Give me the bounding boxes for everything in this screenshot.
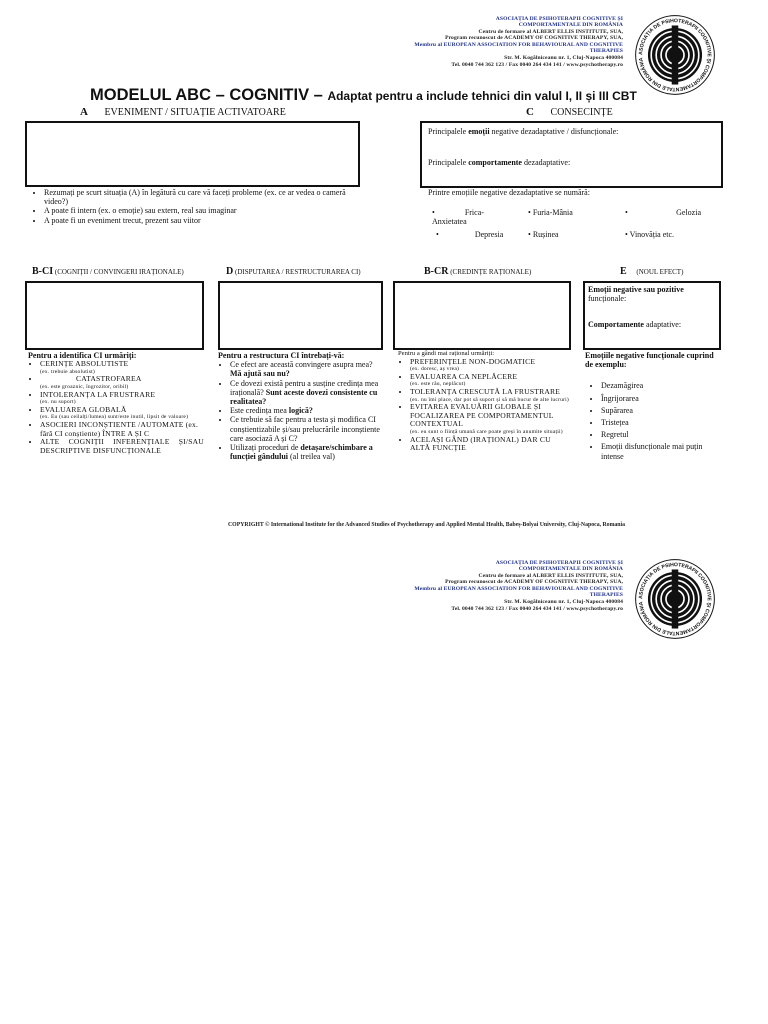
c-line1-pre: Principalele [428,127,469,136]
bci-list-heading: Pentru a identifica CI urmăriți: [28,351,137,360]
header-address: Str. M. Kogălniceanu nr. 1, Cluj-Napoca 400084 [504,599,623,606]
header-line: Centru de formare al ALBERT ELLIS INSTITUTE, SUA, [478,572,623,579]
list-item: • Regretul [601,430,721,439]
bcr-item-note: (ex. doresc, aș vrea) [410,366,460,373]
c-line2-pre: Principalele [428,158,469,168]
list-item: • Emoții disfuncționale mai puțin intense [601,442,721,460]
d-list-heading: Pentru a restructura CI întrebați-vă: [218,351,345,360]
emotion-label: Gelozia [676,208,701,217]
section-d-label: (DISPUTAREA / RESTRUCTURAREA CI) [234,268,361,276]
e-list-heading: Emoțiile negative funcționale cuprind de exemplu: [585,351,714,370]
c-line2-post: dezadaptative: [521,158,571,168]
c-line1-post: negative dezadaptative / disfuncționale: [489,127,619,136]
section-c-letter: C [526,106,534,118]
list-item [410,436,570,453]
header-line: ASOCIAȚIA DE PSIHOTERAPII COGNITIVE ȘI [495,16,623,22]
association-header [414,16,623,68]
section-d-heading [226,266,361,277]
e-emotions-line [588,285,716,303]
section-bci-list [28,351,204,455]
list-item [230,360,386,378]
d-item-bold: Sunt aceste dovezi consistente cu realitatea? [230,387,378,407]
list-item [230,379,386,407]
section-bci-box[interactable] [25,281,204,350]
svg-text:ASOCIAȚIA DE PSIHOTERAPII COGN: ASOCIAȚIA DE PSIHOTERAPII COGNITIVE ȘI COMPORTAMENTALE DIN ROMÂNIA [638,562,712,636]
section-bcr-letter: B-CR [424,266,449,277]
bci-item-note: (ex. este groaznic, îngrozitor, oribil) [40,383,129,390]
header-line: Membru al EUROPEAN ASSOCIATION FOR BEHAVIOURAL AND COGNITIVE [414,41,623,48]
list-item: • Rezumați pe scurt situația (A) în legătură cu care vă faceți probleme (ex. ce ar vedea o cameră video?) [44,188,362,206]
list-item [230,443,386,461]
header-contact: Tel. 0040 744 362 123 / Fax 0040 264 434 141 / www.psychotherapy.ro [451,61,623,68]
section-c-label: CONSECINȚE [550,107,613,118]
header-line: THERAPIES [589,592,623,599]
bci-item-text: EVALUAREA GLOBALĂ [40,404,127,414]
d-item-pre: Utilizați proceduri de [230,443,301,453]
list-item [410,373,570,388]
list-item [230,415,386,443]
list-item: • Dezamăgirea [601,381,721,390]
e-line1-post: funcționale: [588,294,627,304]
d-item-pre: Ce trebuie să fac pentru a testa și modifica CI conștientizabile și/sau prelucrările inconștiente care asociază A și C? [230,415,380,443]
header-line: THERAPIES [589,48,623,55]
section-a-letter: A [80,106,88,118]
section-bci-letter: B-CI [32,266,54,277]
c-emotions-intro: Printre emoțiile negative dezadaptative se numără: [428,188,590,197]
section-e-label: (NOUL EFECT) [636,268,684,276]
list-item [40,421,204,438]
list-item: • A poate fi intern (ex. o emoție) sau extern, real sau imaginar [44,206,362,215]
e-line2-bold: Comportamente [588,320,644,330]
list-item: • A poate fi un eveniment trecut, prezent sau viitor [44,216,362,225]
e-behaviours-line [588,320,716,329]
header-line: Membru al EUROPEAN ASSOCIATION FOR BEHAVIOURAL AND COGNITIVE [414,585,623,592]
header-line: Program recunoscut de ACADEMY OF COGNITIVE THERAPY, SUA, [445,35,623,42]
list-item [40,375,204,390]
list-item [40,438,204,455]
list-item: • Tristețea [601,418,721,427]
c-behaviours-line [428,158,715,167]
bci-item-note: (ex. nu suport) [40,399,76,406]
section-e-list [585,351,721,461]
header-contact: Tel. 0040 744 362 123 / Fax 0040 264 434 141 / www.psychotherapy.ro [451,605,623,612]
bcr-item-text: ACELAȘI GÂND (IRAȚIONAL) DAR CU ALTĂ FUNCȚIE [410,434,551,453]
header-line: Program recunoscut de ACADEMY OF COGNITIVE THERAPY, SUA, [445,579,623,586]
d-item-bold: Mă ajută sau nu? [230,369,290,379]
c-emotion-item: • Furia-Mânia [528,208,573,217]
emotion-label: Vinovăția etc. [629,230,675,239]
e-line1-bold: Emoții negative sau pozitive [588,285,684,294]
emotion-label: Furia-Mânia [532,208,573,217]
list-item [410,388,570,403]
d-item-bold: logică? [288,406,313,416]
svg-text:ASOCIAȚIA DE PSIHOTERAPII COGN: ASOCIAȚIA DE PSIHOTERAPII COGNITIVE ȘI COMPORTAMENTALE DIN ROMÂNIA [638,18,712,92]
section-e-box[interactable] [583,281,721,350]
page-title [90,86,637,105]
bcr-item-text: TOLERANȚA CRESCUTĂ LA FRUSTRARE [410,386,561,396]
header-line: COMPORTAMENTALE DIN ROMÂNIA [518,566,623,573]
c-emotion-item: • Frica-Anxietatea [432,208,484,227]
emotion-label: Rușinea [532,230,559,239]
e-line2-post: adaptative: [643,320,682,330]
d-item-post: (al treilea val) [288,452,335,462]
bci-item-text: CATASTROFAREA [76,374,142,384]
bcr-item-note: (ex. nu îmi place, dar pot să suport și să mă bucur de alte lucruri) [410,396,569,403]
bci-item-text: CERINȚE ABSOLUTISTE [40,359,129,369]
d-item-pre: Ce dovezi există pentru a susține credința mea irațională? [230,378,379,397]
bci-item-text: ASOCIERI INCONȘTIENTE /AUTOMATE (ex. fără CI conștiente) ÎNTRE A ȘI C [40,419,199,438]
bcr-item-text: EVITAREA EVALUĂRII GLOBALE ȘI FOCALIZAREA PE COMPORTAMENTUL CONTEXTUAL [410,402,554,429]
section-c-heading [526,106,613,118]
copyright-notice: COPYRIGHT © International Institute for the Advanced Studies of Psychotherapy and Applied Mental Health, Babeș-Bolyai University, Cluj-Napoca, Romania [228,522,626,528]
list-item [230,406,386,415]
section-e-heading [620,266,683,277]
section-bcr-heading [424,266,531,277]
section-a-box[interactable] [25,121,360,187]
section-d-letter: D [226,266,234,277]
c-emotion-item: • Gelozia [625,208,701,217]
section-a-notes [32,188,362,225]
list-item [40,360,204,375]
bci-item-text: ALTE COGNIȚII INFERENȚIALE ȘI/SAU DESCRIPTIVE DISFUNCȚIONALE [40,437,204,455]
emotion-label: Depresia [474,230,504,239]
section-c-box[interactable] [420,121,723,188]
section-a-label: EVENIMENT / SITUAȚIE ACTIVATOARE [104,107,286,118]
section-bcr-box[interactable] [393,281,571,350]
bcr-item-note: (ex. eu sunt o ființă umană care poate greși în anumite situații) [410,428,563,435]
bcr-list-heading: Pentru a gândi mai rațional urmăriți: [398,350,495,357]
c-emotions-line [428,127,715,136]
bcr-item-text: EVALUAREA CA NEPLĂCERE [410,371,518,381]
section-bcr-label: (CREDINȚE RAȚIONALE) [450,268,532,276]
emotion-label: Frica-Anxietatea [432,208,484,227]
list-item [40,406,204,421]
list-item [410,403,570,435]
title-main: MODELUL ABC – COGNITIV – [90,86,328,104]
header-line: Centru de formare al ALBERT ELLIS INSTITUTE, SUA, [478,28,623,35]
list-item [410,358,570,373]
bci-item-note: (ex. trebuie absolutist) [40,368,95,375]
section-bci-heading [32,266,184,277]
association-logo [634,14,716,96]
c-line1-bold: emoții [468,127,490,136]
bcr-item-text: PREFERINȚELE NON-DOGMATICE [410,356,536,366]
title-sub: Adaptat pentru a include tehnici din valul I, II și III CBT [327,89,637,103]
list-item: • Supărarea [601,406,721,415]
d-item-bold: detașare/schimbare a funcției gândului [230,443,373,462]
section-e-letter: E [620,266,627,277]
list-item: • Îngrijorarea [601,394,721,403]
header-address: Str. M. Kogălniceanu nr. 1, Cluj-Napoca 400084 [504,55,623,62]
c-emotion-item: • Depresia [436,230,504,239]
c-emotion-item: • Rușinea [528,230,559,239]
d-item-pre: Ce efect are această convingere asupra mea? [230,360,373,370]
d-item-pre: Este credința mea [230,406,289,416]
bcr-item-note: (ex. este rău, neplăcut) [410,381,466,388]
section-a-heading [80,106,286,118]
c-emotion-item: • Vinovăția etc. [625,230,675,239]
c-line2-bold: comportamente [468,158,522,168]
section-d-box[interactable] [218,281,383,350]
section-bci-label: (COGNIȚII / CONVINGERI IRAȚIONALE) [54,268,184,276]
header-line: ASOCIAȚIA DE PSIHOTERAPII COGNITIVE ȘI [495,560,623,566]
section-d-list [218,351,386,461]
association-logo [634,558,716,640]
association-footer [414,560,623,612]
bci-item-text: INTOLERANȚA LA FRUSTRARE [40,389,156,399]
list-item [40,391,204,406]
bci-item-note: (ex. Eu (sau ceilalți/lumea) sunt/este inutil, lipsit de valoare) [40,414,189,421]
header-line: COMPORTAMENTALE DIN ROMÂNIA [518,22,623,29]
section-bcr-list [398,351,570,453]
